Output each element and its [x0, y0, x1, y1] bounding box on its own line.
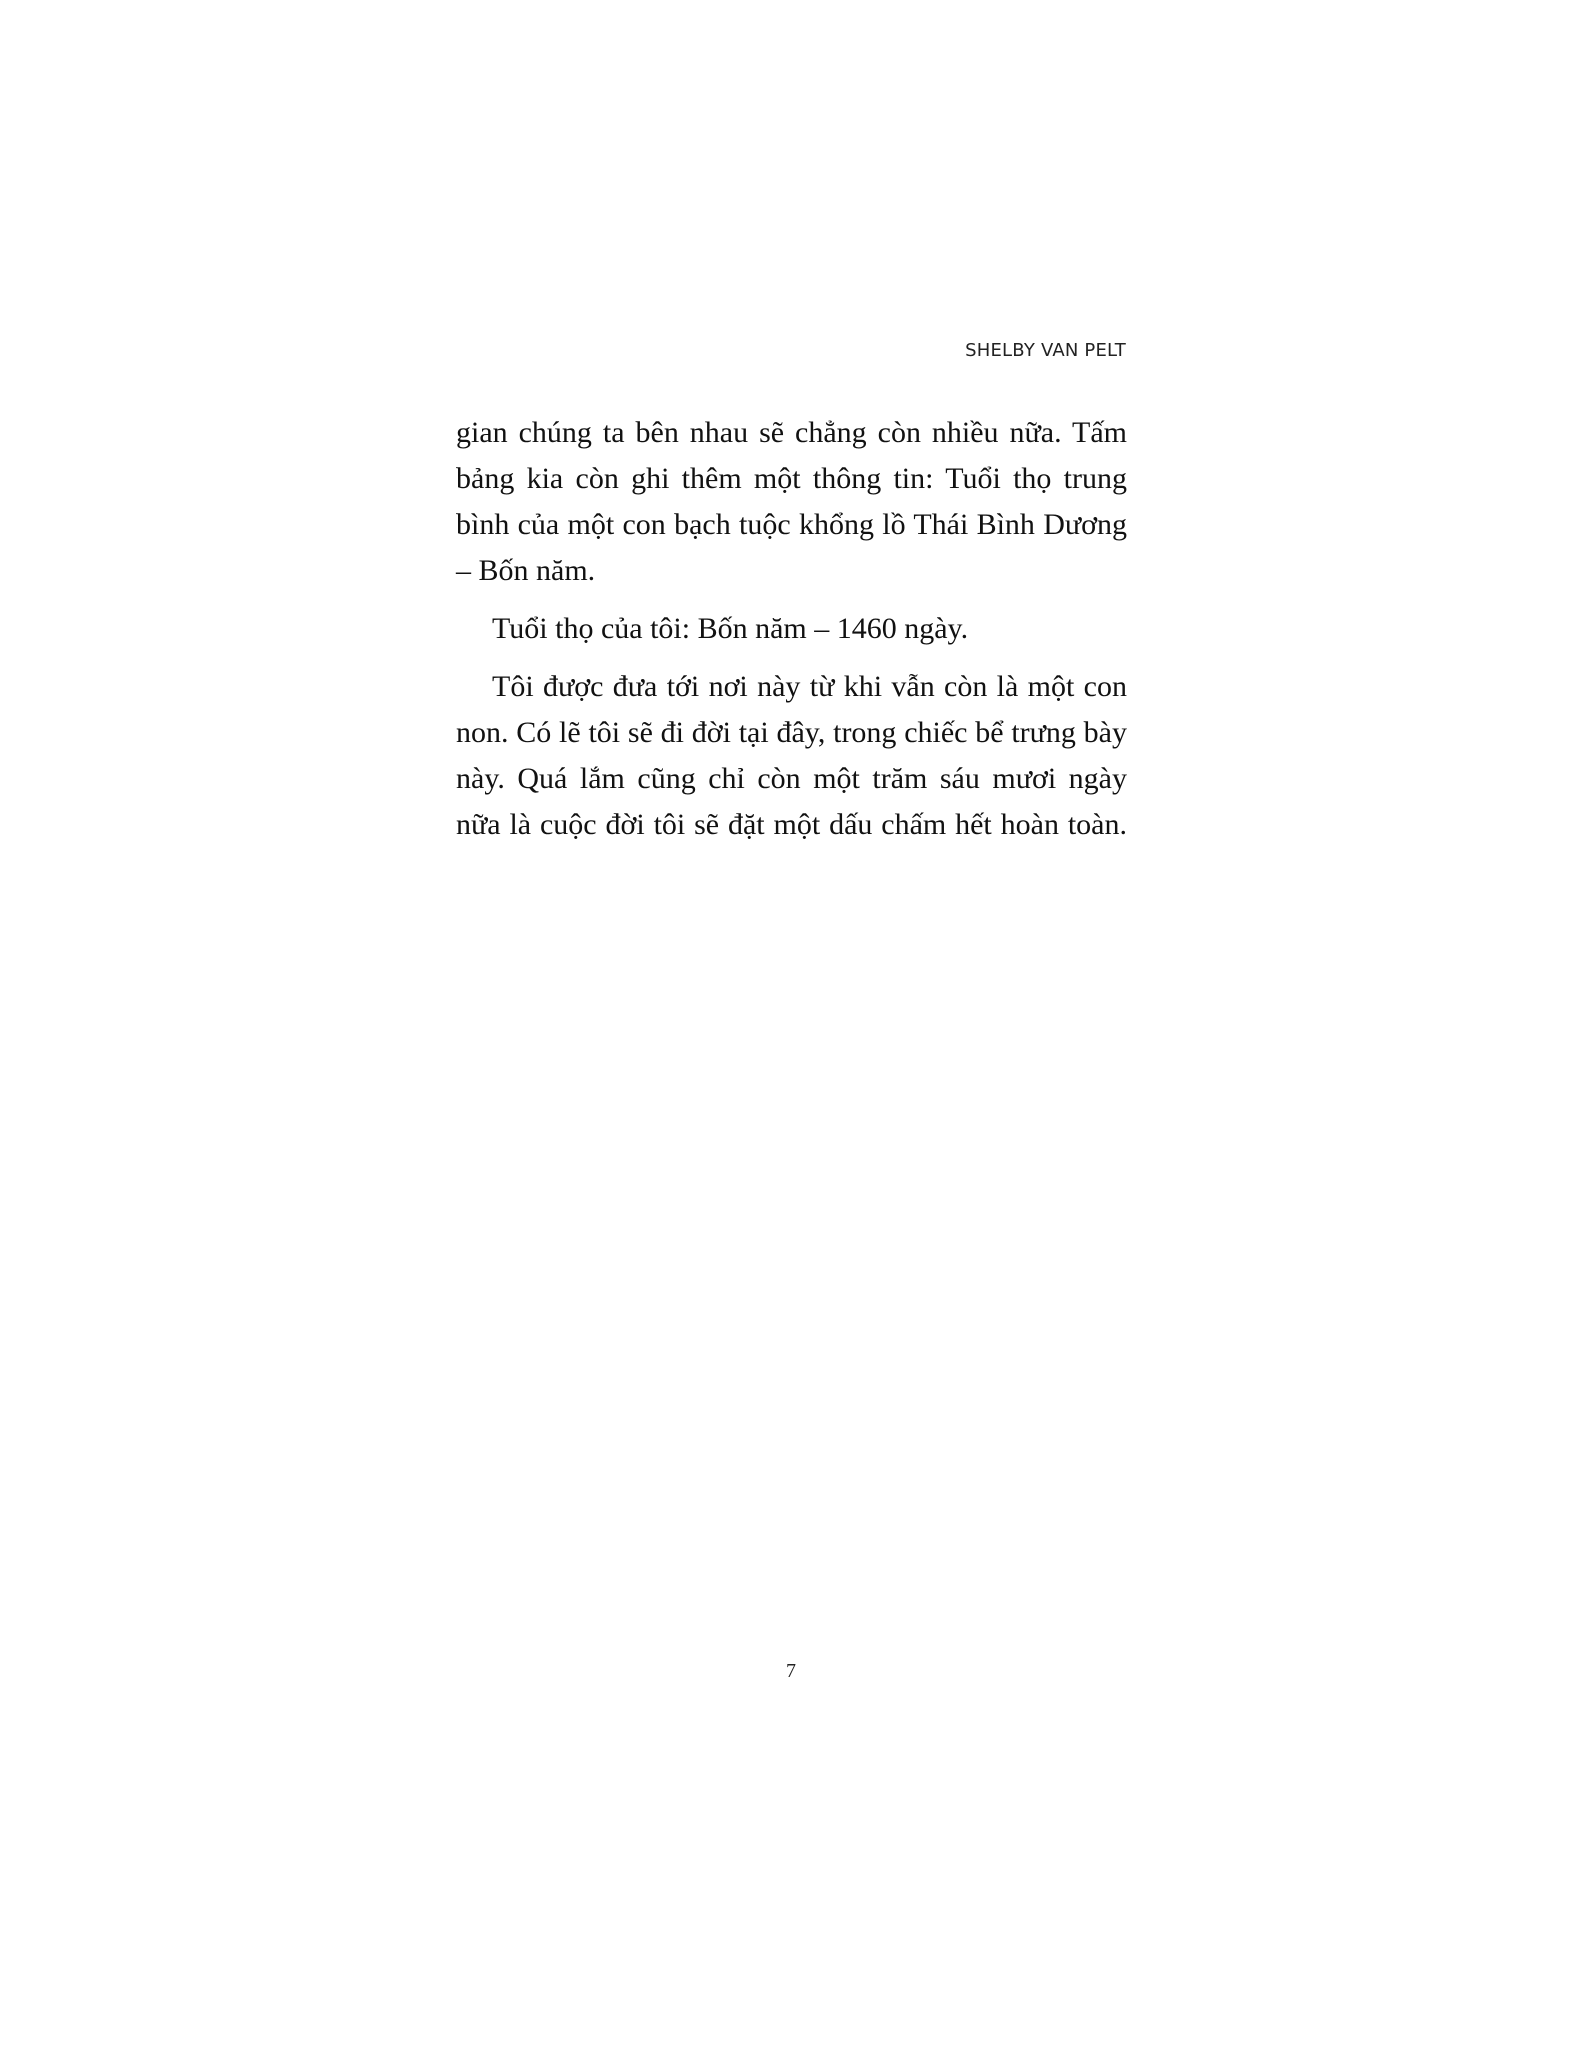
paragraph-lifespan: Tuổi thọ của tôi: Bốn năm – 1460 ngày.: [492, 612, 969, 645]
running-header: SHELBY VAN PELT: [965, 340, 1126, 361]
body-text: [456, 410, 1127, 860]
paragraph-origin: Tôi được đưa tới nơi này từ khi vẫn còn là một con non. Có lẽ tôi sẽ đi đời tại đây, trong chiếc bể trưng bày này. Quá lắm cũng chỉ còn một trăm sáu mươi ngày nữa là cuộc đời tôi sẽ đặt một dấu chấm hết hoàn toàn.: [456, 670, 1127, 841]
paragraph-continued: gian chúng ta bên nhau sẽ chẳng còn nhiều nữa. Tấm bảng kia còn ghi thêm một thông tin: Tuổi thọ trung bình của một con bạch tuộc khổng lồ Thái Bình Dương – Bốn năm.: [456, 416, 1127, 587]
page-number: 7: [786, 1660, 796, 1682]
